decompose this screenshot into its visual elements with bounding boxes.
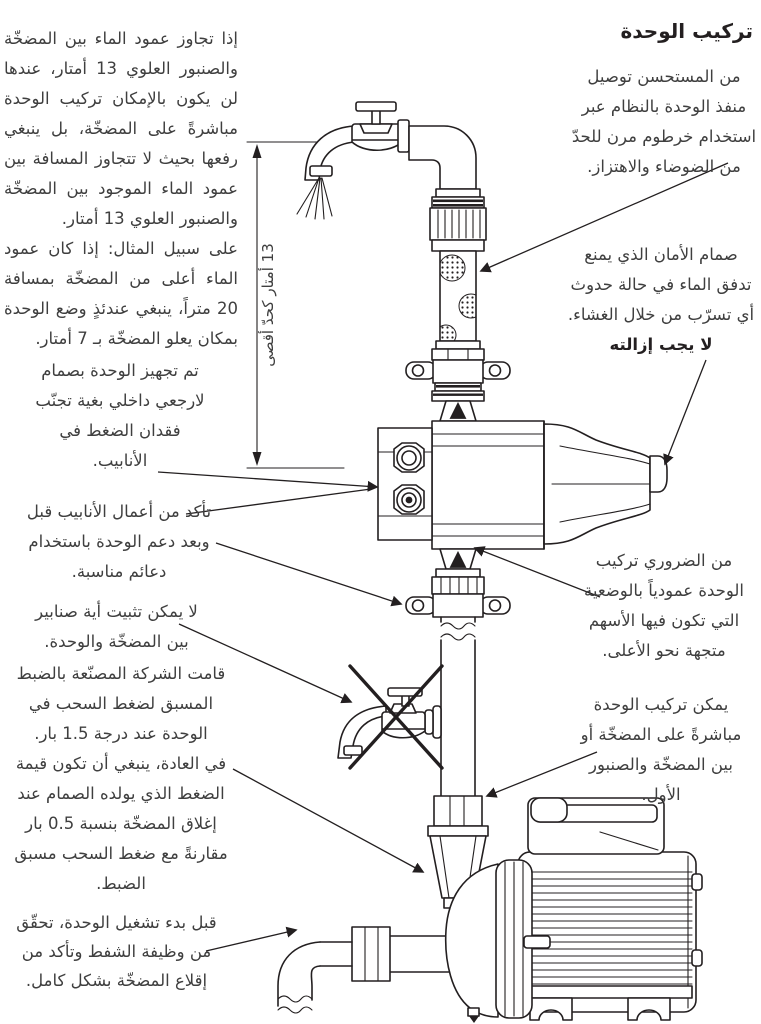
pipe-bracket-upper xyxy=(406,360,510,383)
flexible-hose xyxy=(436,251,483,345)
union-coupling-lower xyxy=(432,569,484,594)
leader-bracket xyxy=(216,543,401,604)
page-title: تركيب الوحدة xyxy=(620,19,753,44)
note-vertical-install: من الضروري تركيب الوحدة عمودياً بالوضعية التي تكون فيها الأسهم متجهة نحو الأعلى. xyxy=(584,551,744,660)
note-pressure-preset-line1: قامت الشركة المصنّعة بالضبط المسبق لضغط السحب في الوحدة عند درجة 1.5 بار. xyxy=(16,664,226,743)
note-example: على سبيل المثال: إذا كان عمود الماء أعلى من المضخّة بمسافة 20 متراً، ينبغي عندئذٍ وضع الوحدة بمكان يعلو المضخّة بـ 7 أمتار. xyxy=(4,239,238,348)
outlet-elbow xyxy=(409,126,476,189)
unit-port-lower xyxy=(394,485,424,514)
tap-handle-icon xyxy=(356,102,396,124)
safety-valve-cap xyxy=(650,456,667,492)
top-tap xyxy=(297,102,409,219)
unit-pressure-controller xyxy=(378,421,667,549)
note-direct-mount: يمكن تركيب الوحدة مباشرةً على المضخّة أو بين المضخّة والصنبور الأول. xyxy=(580,695,742,804)
note-safety-valve-text: صمام الأمان الذي يمنع تدفق الماء في حالة حدوث أي تسرّب من خلال الغشاء. xyxy=(567,245,755,324)
note-safety-valve xyxy=(565,240,757,360)
union-coupling-upper xyxy=(432,383,484,401)
note-pressure-preset-line2: في العادة، ينبغي أن تكون قيمة الضغط الذي يولده الصمام عند إغلاق المضخّة بنسبة 0.5 بار مقارنةً مع ضغط السحب مسبق الضبط. xyxy=(14,754,228,893)
leader-safety-valve xyxy=(665,360,706,464)
note-safety-valve-warning: لا يجب إزالته xyxy=(609,335,713,354)
unit-bell-housing xyxy=(544,424,667,544)
note-water-column-limit: إذا تجاوز عمود الماء بين المضخّة والصنبور العلوي 13 أمتار، عندها لن يكون بالإمكان تركيب الوحدة مباشرةً على المضخّة، بل ينبغي رفعها بحيث لا تتجاوز المسافة بين عمود الماء الموجود بين المضخّة والصنبور العلوي 13 أمتار. xyxy=(4,29,238,228)
note-pipework-support: تأكد من أعمال الأنابيب قبل وبعد دعم الوحدة باستخدام دعائم مناسبة. xyxy=(26,502,212,581)
note-no-taps: لا يمكن تثبيت أية صنابير بين المضخّة والوحدة. xyxy=(35,602,198,651)
note-flexible-hose: من المستحسن توصيل منفذ الوحدة بالنظام عبر استخدام خرطوم مرن للحدّ من الضوضاء والاهتزاز. xyxy=(571,67,757,176)
riser-pipe xyxy=(441,617,475,796)
unit-port-upper xyxy=(394,443,424,472)
suction-pipe xyxy=(278,927,470,1013)
water-spray-icon xyxy=(297,178,332,219)
dimension-line xyxy=(247,142,370,468)
leader-suction xyxy=(206,930,296,951)
crossed-tap xyxy=(338,666,442,768)
leader-preset-pressure xyxy=(233,769,423,872)
hose-coupling-lower xyxy=(432,341,484,360)
hose-coupling-upper xyxy=(430,189,486,251)
note-before-start: قبل بدء تشغيل الوحدة، تحقّق من وظيفة الشفط وتأكد من إقلاع المضخّة بشكل كامل. xyxy=(16,913,217,990)
pipe-bracket-lower xyxy=(406,594,510,617)
dimension-label: 13 أمتار كحدّ أقصى xyxy=(259,243,277,367)
note-check-valve: تم تجهيز الوحدة بصمام لارجعي داخلي بغية تجنّب فقدان الضغط في الأنابيب. xyxy=(35,361,205,470)
pump xyxy=(278,798,702,1023)
note-pressure-preset xyxy=(12,659,230,899)
